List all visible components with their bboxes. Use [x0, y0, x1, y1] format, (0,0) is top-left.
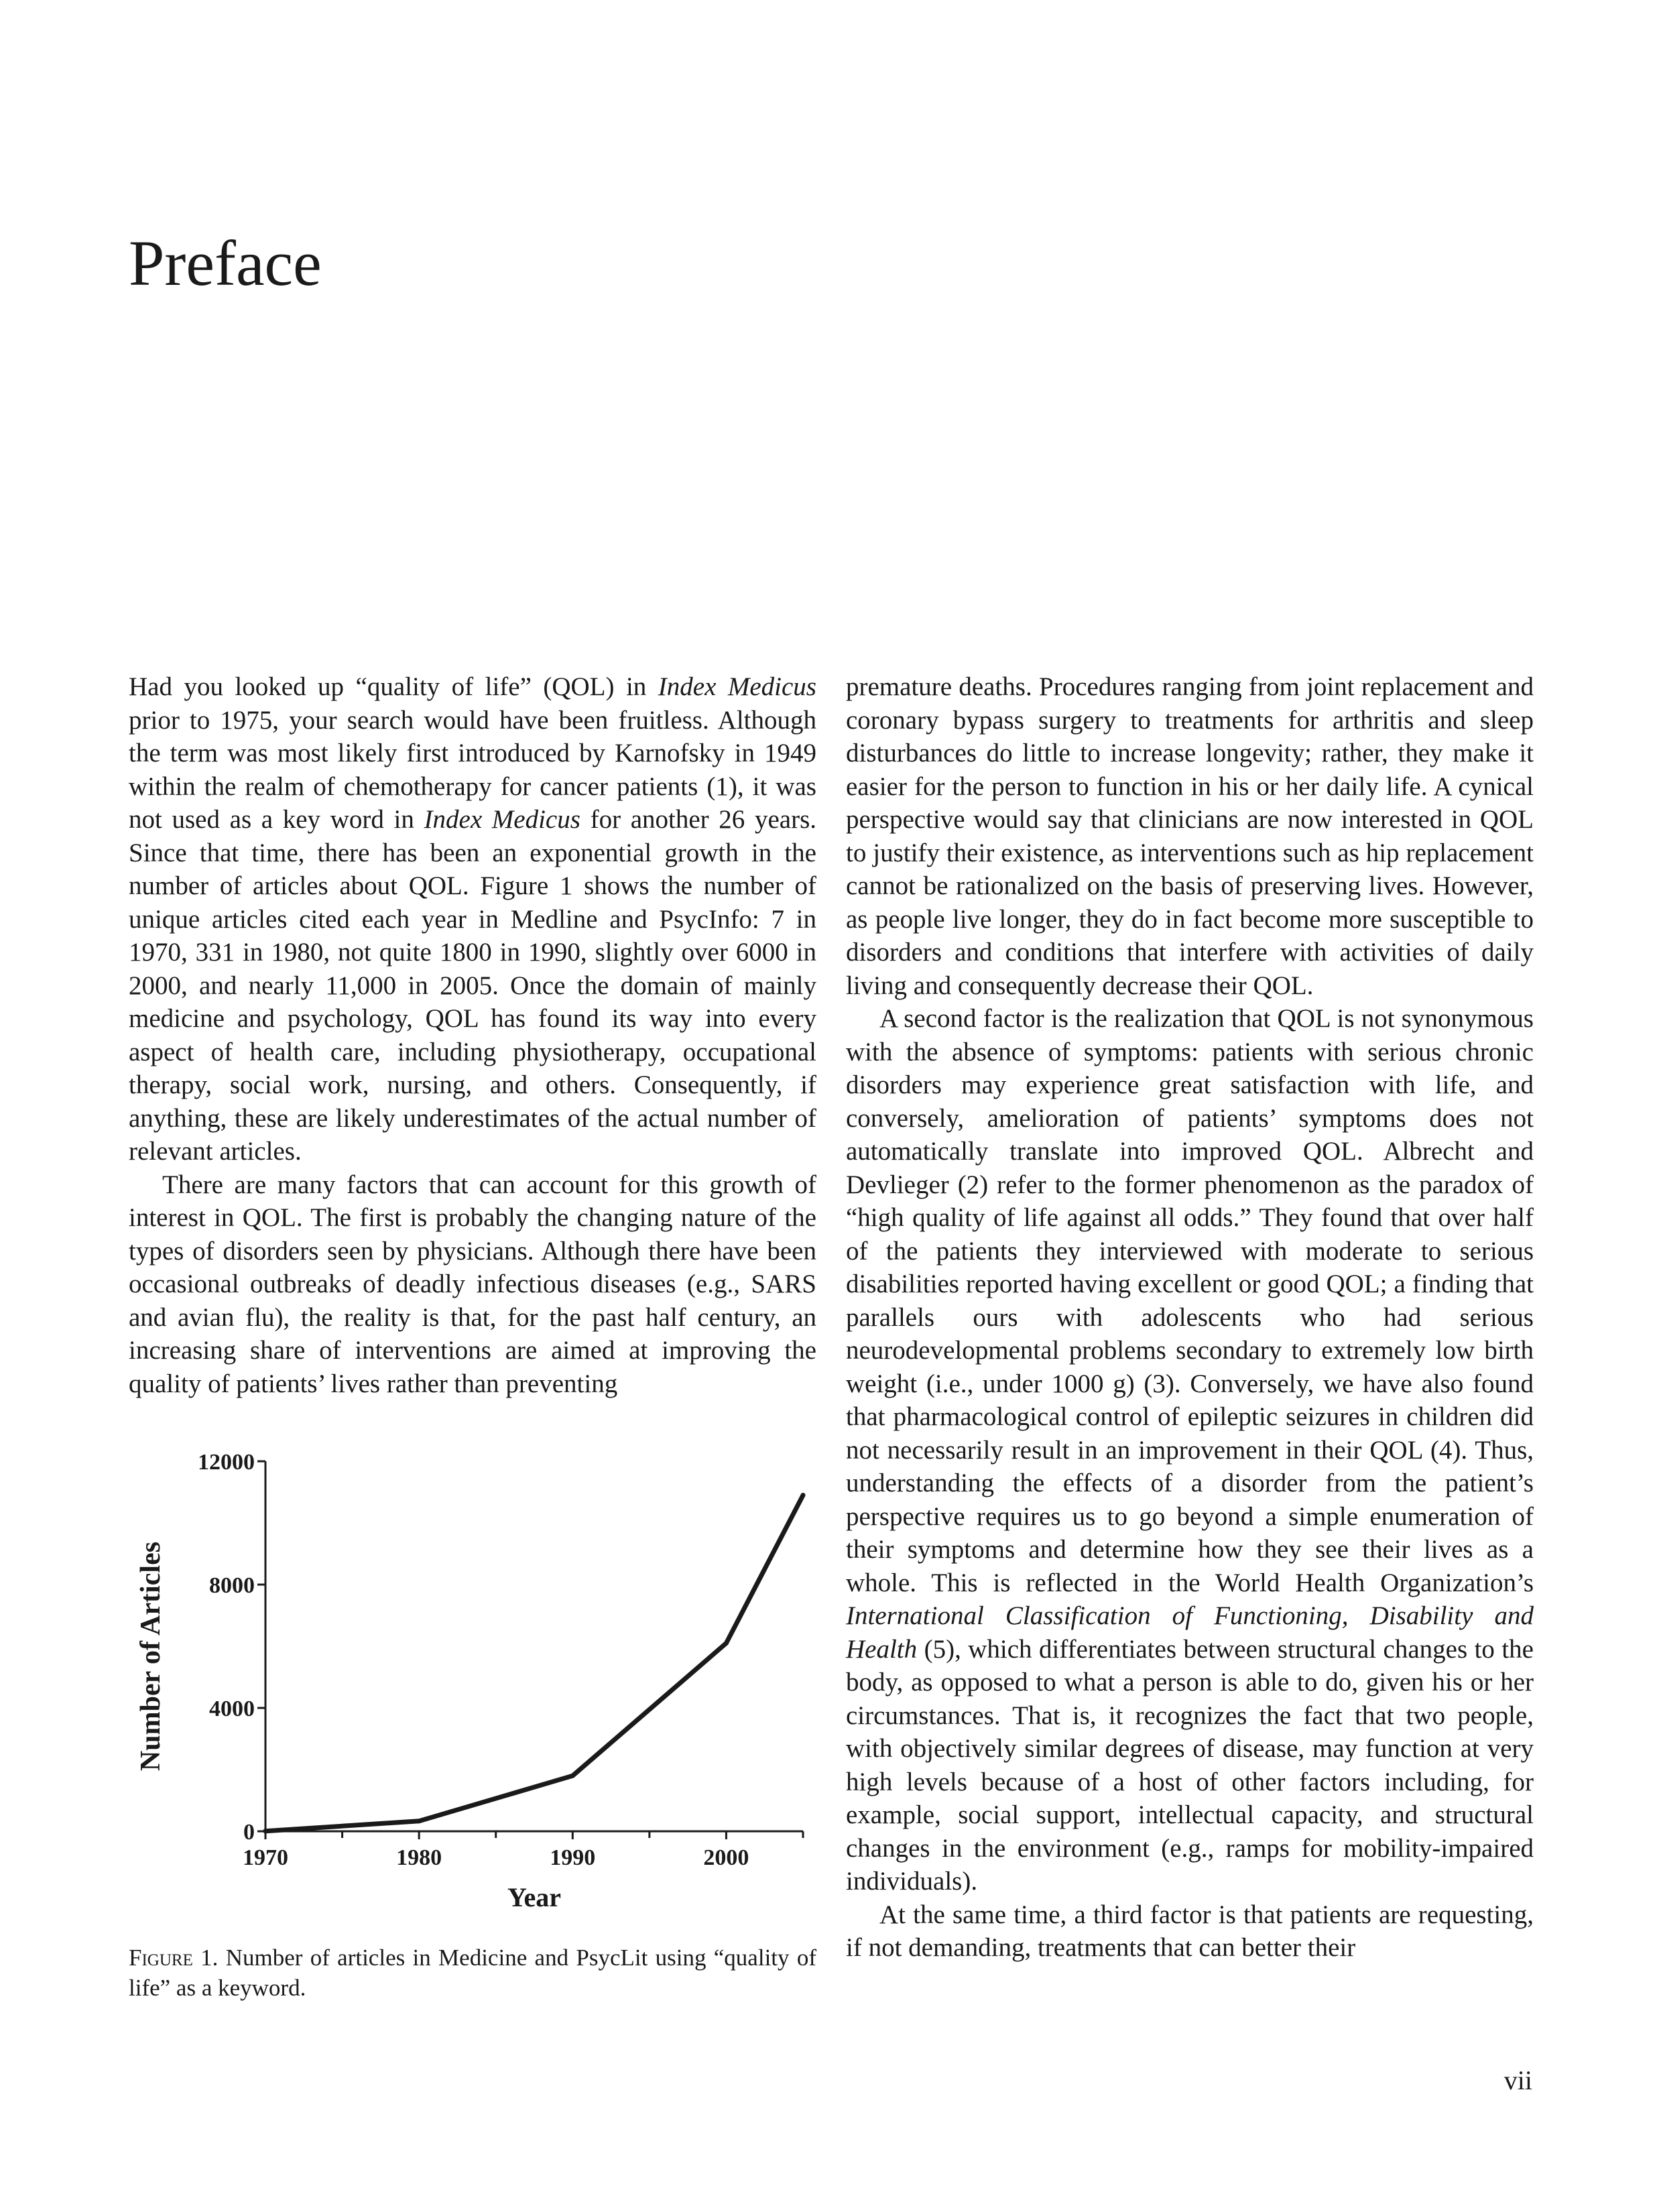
figure-caption-text: Number of articles in Medicine and PsycLit using “quality of life” as a keyword.	[129, 1945, 816, 2001]
x-tick-label-1970: 1970	[243, 1845, 288, 1870]
data-point-1970	[263, 1829, 268, 1833]
figure-label: Figure 1.	[129, 1945, 219, 1971]
x-tick-label-1990: 1990	[550, 1845, 596, 1870]
left-column	[129, 670, 816, 1400]
paragraph-4	[846, 1002, 1534, 1898]
data-point-1980	[417, 1819, 422, 1823]
paragraph-4-text-a: A second factor is the realization that QOL is not synonymous with the absence of symptoms: patients with serious chronic disorders may experience great satisfaction with life, and conversely, amelioration of patients’ symptoms does not automatically translate into improved QOL. Albrecht and Devlieger (2) refer to the former phenomenon as the paradox of “high quality of life against all odds.” They found that over half of the patients they interviewed with moderate to serious disabilities reported having excellent or good QOL; a finding that parallels ours with adolescents who had serious neurodevelopmental problems secondary to extremely low birth weight (i.e., under 1000 g) (3). Conversely, we have also found that pharmacological control of epileptic seizures in children did not necessarily result in an improvement in their QOL (4). Thus, understanding the effects of a disorder from the patient’s perspective requires us to go beyond a simple enumeration of their symptoms and determine how they see their lives as a whole. This is reflected in the World Health Organization’s	[846, 1004, 1534, 1597]
data-point-2000	[724, 1641, 729, 1646]
paragraph-4-italic: International Classification of Functioning, Disability and Health	[846, 1601, 1534, 1664]
paragraph-1	[129, 670, 816, 1168]
data-point-2005	[801, 1493, 806, 1497]
page-number: vii	[1503, 2065, 1532, 2095]
paragraph-5: At the same time, a third factor is that patients are requesting, if not demanding, treatments that can better their	[846, 1900, 1534, 1962]
paragraph-1-italic-b: Index Medicus	[424, 805, 580, 834]
series-line-0	[265, 1495, 803, 1831]
page-title: Preface	[129, 227, 322, 299]
paragraph-2: There are many factors that can account for this growth of interest in QOL. The first is probably the changing nature of the types of disorders seen by physicians. Although there have been occasional outbreaks of deadly infectious diseases (e.g., SARS and avian flu), the reality is that, for the past half century, an increasing share of interventions are aimed at improving the quality of patients’ lives rather than preventing	[129, 1170, 816, 1398]
y-tick-label-0: 0	[243, 1820, 255, 1845]
paragraph-3: premature deaths. Procedures ranging from joint replacement and coronary bypass surgery to treatments for arthritis and sleep disturbances do little to increase longevity; rather, they make it easier for the person to function in his or her daily life. A cynical perspective would say that clinicians are now interested in QOL to justify their existence, as interventions such as hip replacement cannot be rationalized on the basis of preserving lives. However, as people live longer, they do in fact become more susceptible to disorders and conditions that interfere with activities of daily living and consequently decrease their QOL.	[846, 672, 1534, 1000]
articles-line-chart	[129, 1441, 816, 1924]
paragraph-1-text-b: prior to 1975, your search would have been fruitless. Although the term was most likely first introduced by Karnofsky in 1949 within the realm of chemotherapy for cancer patients (1), it was not used as a key word in	[129, 705, 816, 834]
x-tick-label-2000: 2000	[703, 1845, 749, 1870]
figure-1	[129, 1441, 816, 1924]
paragraph-1-italic-a: Index Medicus	[658, 672, 816, 701]
y-tick-label-4000: 4000	[209, 1697, 255, 1721]
data-point-1990	[570, 1774, 575, 1778]
y-axis-label: Number of Articles	[135, 1541, 166, 1772]
x-tick-label-1980: 1980	[396, 1845, 442, 1870]
figure-caption	[129, 1943, 816, 2003]
paragraph-1-text-c: for another 26 years. Since that time, there has been an exponential growth in the number of articles about QOL. Figure 1 shows the number of unique articles cited each year in Medline and PsycInfo: 7 in 1970, 331 in 1980, not quite 1800 in 1990, slightly over 6000 in 2000, and nearly 11,000 in 2005. Once the domain of mainly medicine and psychology, QOL has found its way into every aspect of health care, including physiotherapy, occupational therapy, social work, nursing, and others. Consequently, if anything, these are likely underestimates of the actual number of relevant articles.	[129, 805, 817, 1166]
x-axis-label: Year	[507, 1882, 561, 1912]
y-tick-label-12000: 12000	[198, 1450, 255, 1475]
paragraph-4-text-b: (5), which differentiates between structural changes to the body, as opposed to what a person is able to do, given his or her circumstances. That is, it recognizes the fact that two people, with objectively similar degrees of disease, may function at very high levels because of a host of other factors including, for example, social support, intellectual capacity, and structural changes in the environment (e.g., ramps for mobility-impaired individuals).	[846, 1634, 1534, 1896]
y-tick-label-8000: 8000	[209, 1573, 255, 1598]
paragraph-1-text-a: Had you looked up “quality of life” (QOL) in	[129, 672, 658, 701]
right-column	[846, 670, 1534, 1965]
